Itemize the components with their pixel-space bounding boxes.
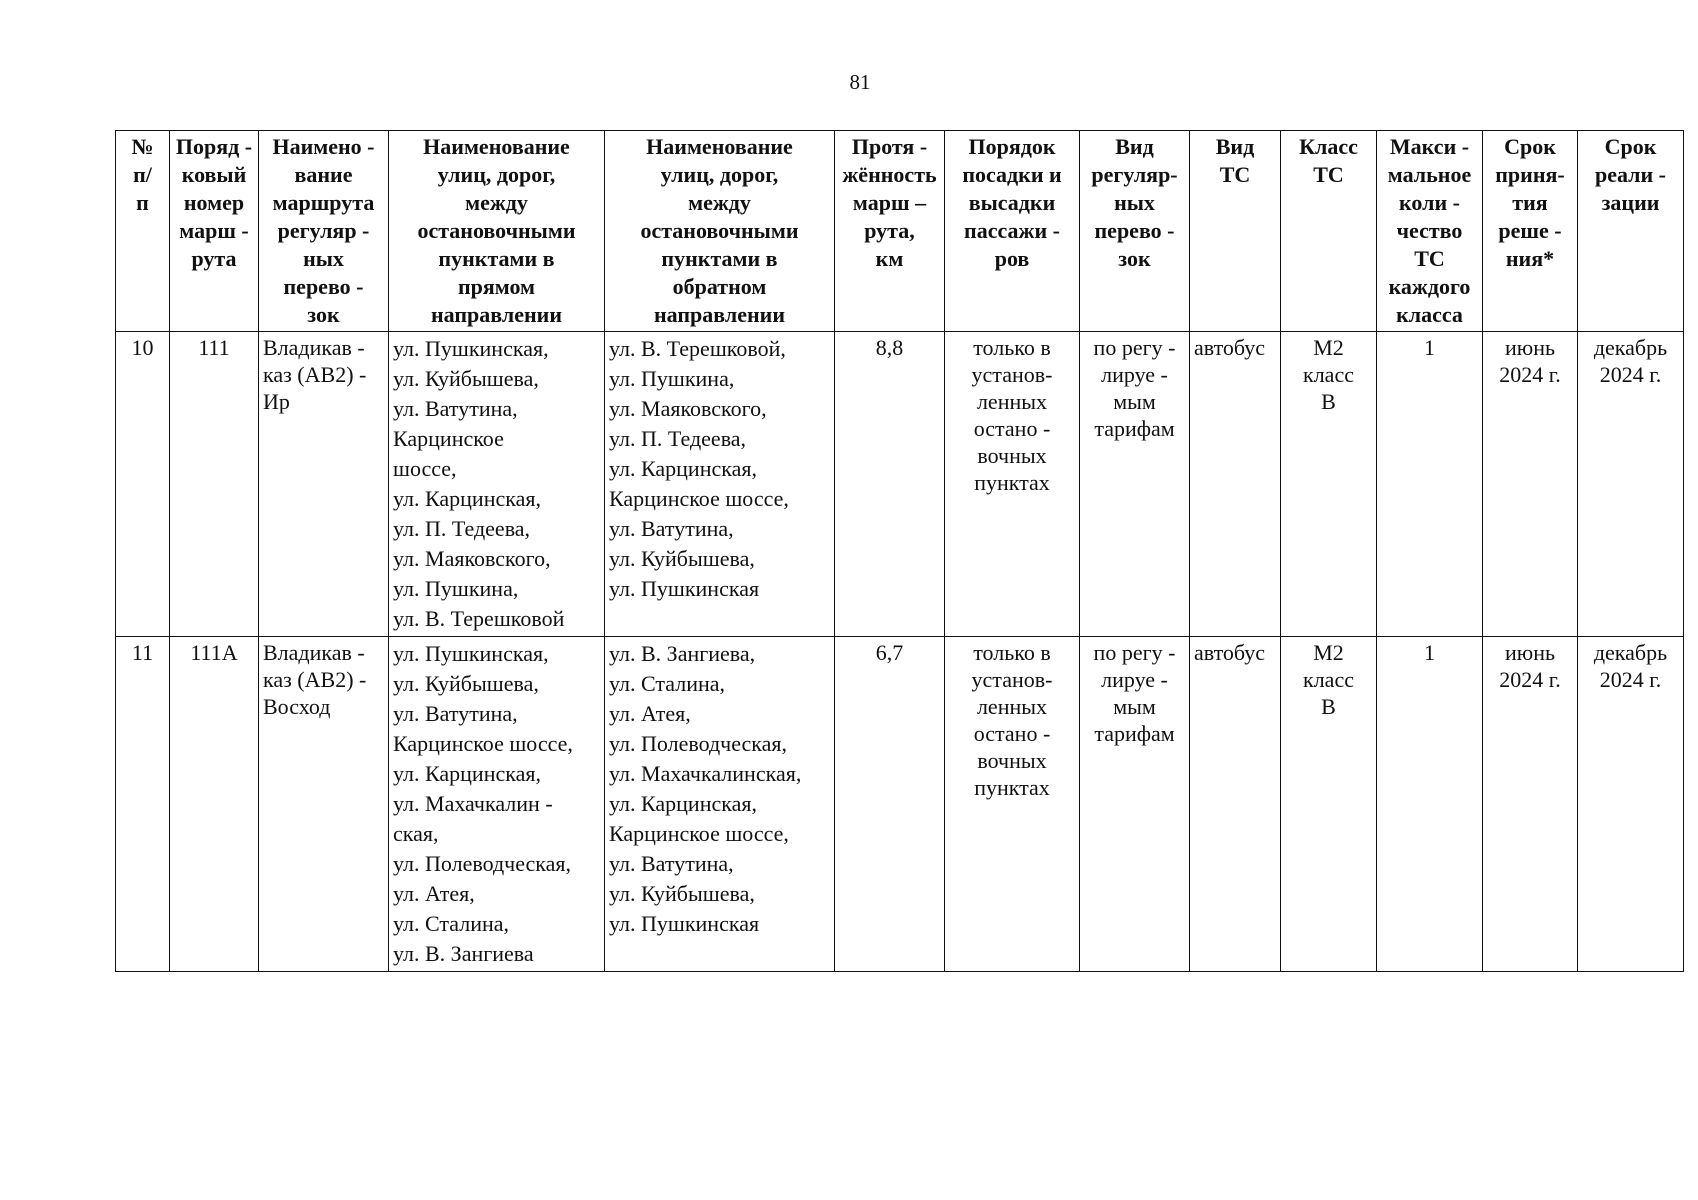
header-line: Протя -: [851, 134, 928, 159]
header-line: улиц, дорог,: [660, 162, 779, 187]
header-line: улиц, дорог,: [437, 162, 556, 187]
cell-line: мым: [1113, 694, 1156, 719]
street-name: ул. В. Терешковой: [393, 606, 565, 631]
header-cell-vehicle-class: [1281, 131, 1377, 332]
header-line: марш –: [852, 190, 927, 215]
route-name-cell: [259, 637, 389, 972]
boarding-order-cell: [945, 637, 1080, 972]
street-name: ул. П. Тедеева,: [393, 516, 531, 541]
cell-line: установ-: [971, 667, 1053, 692]
header-line: рута: [191, 246, 237, 271]
header-line: приня-: [1495, 162, 1565, 187]
header-line: пассажи -: [964, 218, 1060, 243]
header-line: зок: [307, 302, 340, 327]
vehicle-class-cell: [1281, 332, 1377, 637]
table-header-row: [116, 131, 1684, 332]
header-line: коли -: [1399, 190, 1460, 215]
header-cell-forward-streets: [389, 131, 605, 332]
header-line: пунктами в: [438, 246, 555, 271]
street-name: ул. Куйбышева,: [393, 671, 539, 696]
header-line: Наименование: [646, 134, 793, 159]
header-line: регуляр -: [277, 218, 370, 243]
max-count-cell: 1: [1377, 332, 1483, 637]
header-line: ковый: [181, 162, 247, 187]
cell-line: Владикав -: [263, 640, 365, 665]
header-line: обратном: [672, 274, 767, 299]
cell-line: 2024 г.: [1499, 362, 1561, 387]
cell-line: июнь: [1504, 640, 1555, 665]
header-cell-route-name: [259, 131, 389, 332]
cell-line: М2: [1313, 335, 1344, 360]
header-line: Наименование: [423, 134, 570, 159]
header-line: между: [465, 190, 528, 215]
header-line: перево -: [283, 274, 364, 299]
header-line: ных: [1114, 190, 1155, 215]
page-number: 81: [849, 70, 871, 94]
street-name: ул. Махачкалин -: [393, 791, 553, 816]
header-line: рута,: [864, 218, 915, 243]
header-cell-number: [116, 131, 170, 332]
street-name: ул. Маяковского,: [609, 396, 767, 421]
header-cell-decision-date: [1483, 131, 1578, 332]
cell-line: 2024 г.: [1599, 362, 1662, 387]
cell-line: ленных: [976, 389, 1048, 414]
street-name: ул. Махачкалинская,: [609, 761, 802, 786]
header-line: остановочными: [640, 218, 799, 243]
street-name: ул. Ватутина,: [609, 516, 734, 541]
header-cell-vehicle-type: [1190, 131, 1281, 332]
header-line: Срок: [1504, 134, 1556, 159]
cell-line: мым: [1113, 389, 1156, 414]
street-name: шоссе,: [393, 456, 457, 481]
header-line: ных: [303, 246, 344, 271]
route-number-cell: 111: [170, 332, 259, 637]
header-line: регуляр-: [1091, 162, 1178, 187]
street-name: ул. Сталина,: [393, 911, 510, 936]
header-line: посадки и: [962, 162, 1062, 187]
header-line: каждого: [1388, 274, 1471, 299]
street-name: ул. Куйбышева,: [609, 546, 755, 571]
header-line: прямом: [457, 274, 536, 299]
header-line: мальное: [1387, 162, 1472, 187]
cell-line: каз (АВ2) -: [263, 667, 367, 692]
cell-line: по регу -: [1093, 335, 1176, 360]
cell-line: 2024 г.: [1499, 667, 1561, 692]
cell-line: лируе -: [1101, 362, 1168, 387]
cell-line: только в: [973, 640, 1051, 665]
decision-date-cell: [1483, 637, 1578, 972]
cell-line: В: [1321, 389, 1336, 414]
street-name: ул. П. Тедеева,: [609, 426, 747, 451]
header-line: тия: [1512, 190, 1548, 215]
street-name: Карцинское шоссе,: [609, 821, 789, 846]
header-line: Порядок: [968, 134, 1056, 159]
street-name: ул. Сталина,: [609, 671, 726, 696]
header-line: чество: [1396, 218, 1463, 243]
header-line: ров: [994, 246, 1030, 271]
row-number-cell: 10: [116, 332, 170, 637]
vehicle-type-cell: автобус: [1190, 637, 1281, 972]
street-name: ул. В. Зангиева,: [609, 641, 756, 666]
cell-line: пунктах: [974, 470, 1050, 495]
header-line: остановочными: [417, 218, 576, 243]
cell-line: декабрь: [1593, 335, 1668, 360]
street-name: ул. Пушкинская,: [393, 336, 549, 361]
header-line: зок: [1118, 246, 1151, 271]
header-line: реше -: [1498, 218, 1562, 243]
boarding-order-cell: [945, 332, 1080, 637]
street-name: Карцинское шоссе,: [609, 486, 789, 511]
header-line: ТС: [1313, 162, 1344, 187]
vehicle-class-cell: [1281, 637, 1377, 972]
street-name: ул. Атея,: [393, 881, 475, 906]
street-name: ул. Карцинская,: [393, 486, 541, 511]
cell-line: по регу -: [1093, 640, 1176, 665]
routes-table: [115, 130, 1684, 972]
street-name: ул. В. Терешковой,: [609, 336, 786, 361]
cell-line: класс: [1303, 362, 1354, 387]
cell-line: декабрь: [1593, 640, 1668, 665]
cell-line: вочных: [977, 443, 1047, 468]
row-number-cell: 11: [116, 637, 170, 972]
header-cell-max-count: [1377, 131, 1483, 332]
street-name: Карцинское: [393, 426, 504, 451]
cell-line: остано -: [973, 721, 1051, 746]
street-name: ская,: [393, 821, 439, 846]
header-line: ния*: [1505, 246, 1555, 271]
street-name: ул. Пушкина,: [609, 366, 735, 391]
header-line: Вид: [1115, 134, 1154, 159]
cell-line: каз (АВ2) -: [263, 362, 367, 387]
header-line: п: [136, 190, 149, 215]
street-name: ул. В. Зангиева: [393, 941, 534, 966]
cell-line: июнь: [1504, 335, 1555, 360]
cell-line: тарифам: [1094, 416, 1175, 441]
street-name: ул. Пушкинская: [609, 576, 760, 601]
table-row: [116, 332, 1684, 637]
table-row: [116, 637, 1684, 972]
street-name: ул. Полеводческая,: [609, 731, 788, 756]
street-name: ул. Полеводческая,: [393, 851, 572, 876]
street-name: ул. Карцинская,: [393, 761, 541, 786]
street-name: ул. Карцинская,: [609, 791, 757, 816]
route-length-cell: 8,8: [835, 332, 945, 637]
header-line: направлении: [430, 302, 563, 327]
implementation-date-cell: [1578, 637, 1684, 972]
forward-streets-cell: [389, 637, 605, 972]
cell-line: вочных: [977, 748, 1047, 773]
cell-line: Восход: [263, 694, 331, 719]
street-name: ул. Куйбышева,: [609, 881, 755, 906]
header-line: Наимено -: [272, 134, 375, 159]
header-cell-length: [835, 131, 945, 332]
header-line: вание: [294, 162, 353, 187]
header-cell-route-number: [170, 131, 259, 332]
route-length-cell: 6,7: [835, 637, 945, 972]
cell-line: М2: [1313, 640, 1344, 665]
header-line: ТС: [1219, 162, 1251, 187]
street-name: ул. Ватутина,: [393, 396, 518, 421]
reverse-streets-cell: [605, 332, 835, 637]
reverse-streets-cell: [605, 637, 835, 972]
max-count-cell: 1: [1377, 637, 1483, 972]
header-cell-boarding: [945, 131, 1080, 332]
header-line: Поряд -: [175, 134, 253, 159]
cell-line: тарифам: [1094, 721, 1175, 746]
street-name: ул. Атея,: [609, 701, 691, 726]
header-line: Класс: [1299, 134, 1358, 159]
header-line: зации: [1601, 190, 1660, 215]
header-line: класса: [1396, 302, 1463, 327]
street-name: ул. Пушкинская,: [393, 641, 549, 666]
header-line: Макси -: [1389, 134, 1470, 159]
header-line: перево -: [1094, 218, 1175, 243]
header-line: Вид: [1215, 134, 1255, 159]
vehicle-type-cell: автобус: [1190, 332, 1281, 637]
street-name: Карцинское шоссе,: [393, 731, 573, 756]
street-name: ул. Ватутина,: [393, 701, 518, 726]
cell-line: только в: [973, 335, 1051, 360]
street-name: ул. Карцинская,: [609, 456, 757, 481]
transport-type-cell: [1080, 637, 1190, 972]
cell-line: класс: [1303, 667, 1354, 692]
header-line: Срок: [1604, 134, 1657, 159]
forward-streets-cell: [389, 332, 605, 637]
header-line: марш -: [179, 218, 249, 243]
cell-line: установ-: [971, 362, 1053, 387]
cell-line: пунктах: [974, 775, 1050, 800]
decision-date-cell: [1483, 332, 1578, 637]
street-name: ул. Пушкина,: [393, 576, 519, 601]
transport-type-cell: [1080, 332, 1190, 637]
cell-line: лируе -: [1101, 667, 1168, 692]
cell-line: Владикав -: [263, 335, 365, 360]
implementation-date-cell: [1578, 332, 1684, 637]
header-line: направлении: [653, 302, 786, 327]
header-line: пунктами в: [661, 246, 778, 271]
header-cell-reverse-streets: [605, 131, 835, 332]
header-line: №: [131, 134, 154, 159]
header-line: высадки: [968, 190, 1056, 215]
cell-line: В: [1321, 694, 1336, 719]
header-cell-implementation-date: [1578, 131, 1684, 332]
cell-line: ленных: [976, 694, 1048, 719]
route-number-cell: 111А: [170, 637, 259, 972]
route-name-cell: [259, 332, 389, 637]
header-line: км: [875, 246, 904, 271]
header-line: реали -: [1594, 162, 1667, 187]
header-cell-transport-type: [1080, 131, 1190, 332]
cell-line: 2024 г.: [1599, 667, 1662, 692]
street-name: ул. Ватутина,: [609, 851, 734, 876]
header-line: жённость: [842, 162, 937, 187]
cell-line: остано -: [973, 416, 1051, 441]
street-name: ул. Маяковского,: [393, 546, 551, 571]
header-line: ТС: [1414, 246, 1445, 271]
cell-line: Ир: [263, 389, 290, 414]
header-line: маршрута: [272, 190, 375, 215]
street-name: ул. Куйбышева,: [393, 366, 539, 391]
header-line: между: [688, 190, 751, 215]
header-line: номер: [183, 190, 245, 215]
header-line: п/: [133, 162, 152, 187]
street-name: ул. Пушкинская: [609, 911, 760, 936]
